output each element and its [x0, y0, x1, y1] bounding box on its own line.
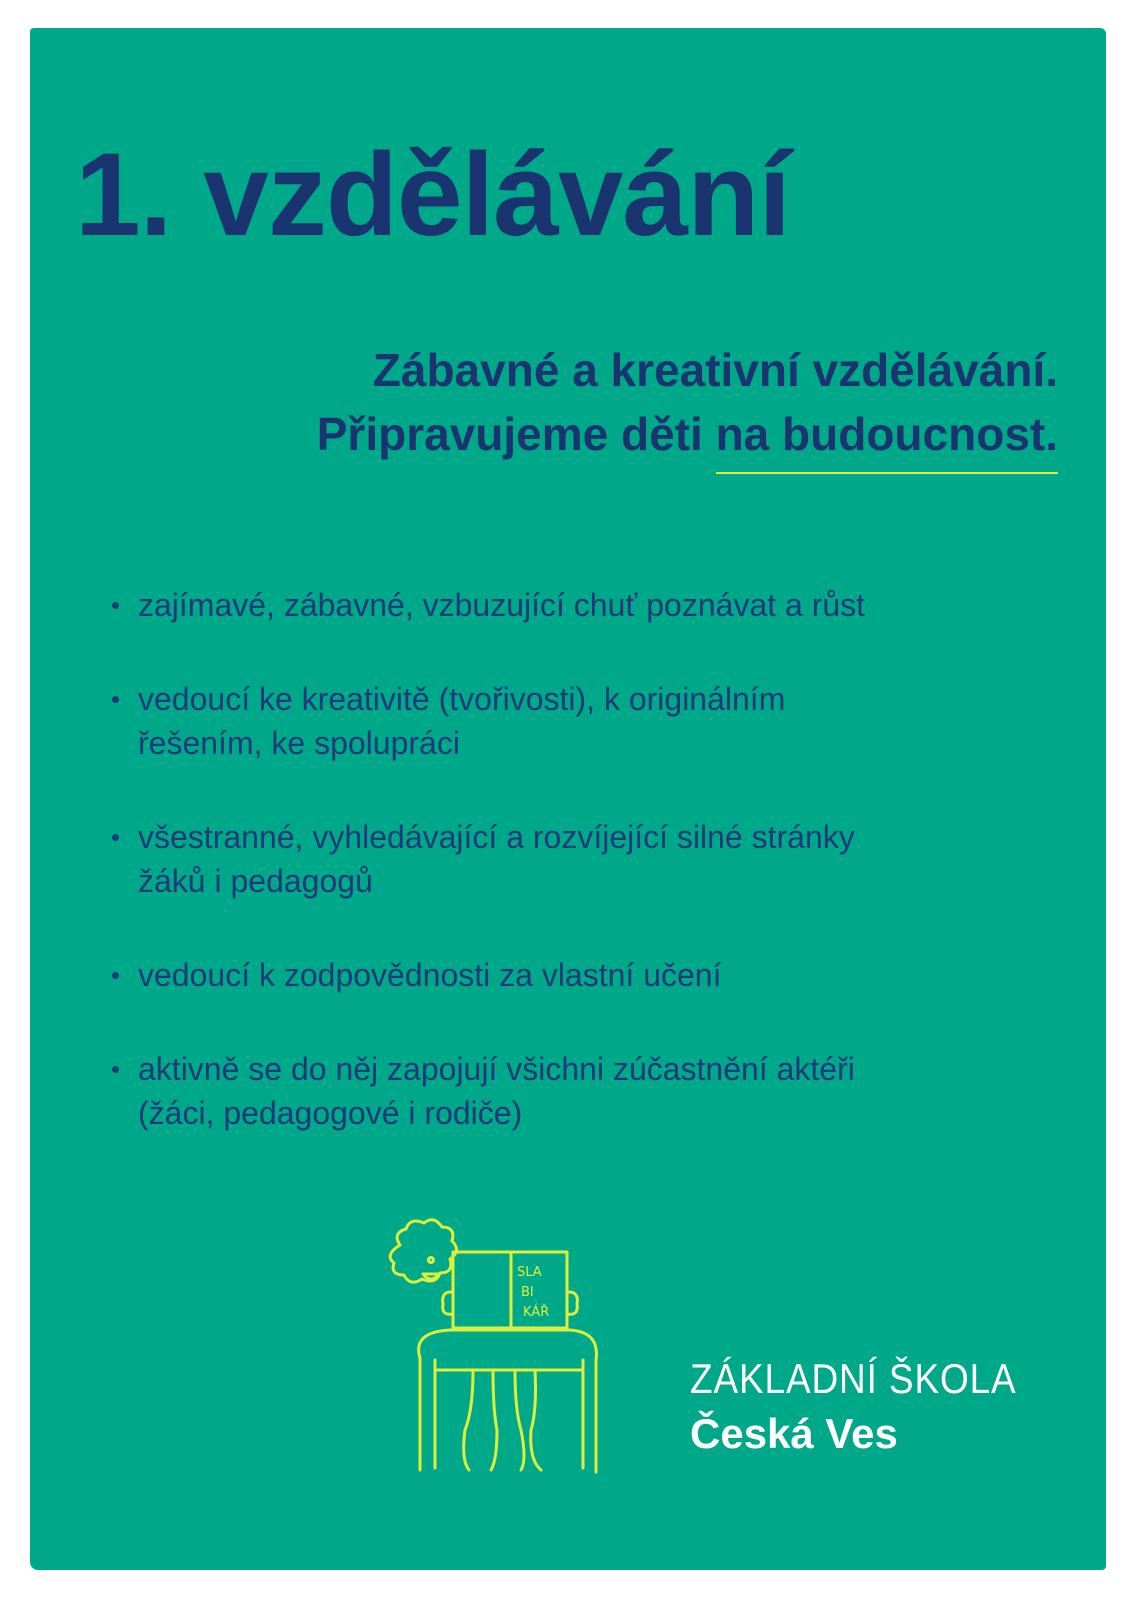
school-logo-line-1: ZÁKLADNÍ ŠKOLA — [690, 1355, 1017, 1402]
list-item — [110, 677, 1070, 765]
book-text-2: BI — [521, 1285, 534, 1300]
list-item-text: aktivně se do něj zapojují všichni zúčastnění aktéři — [138, 1051, 855, 1087]
subtitle-underlined-text: na budoucnost. — [716, 402, 1058, 474]
bullet-list — [110, 583, 1070, 1185]
child-reading-drawing — [355, 1200, 605, 1480]
subtitle-line-2 — [58, 402, 1058, 474]
list-item-text: zajímavé, zábavné, vzbuzující chuť poznávat a růst — [138, 587, 866, 623]
book-text-1: SLA — [517, 1265, 542, 1280]
list-item-text: vedoucí ke kreativitě (tvořivosti), k originálním — [138, 681, 786, 717]
bullet-dot — [112, 834, 119, 841]
page-title: 1. vzdělávání — [75, 129, 791, 261]
list-item-text-continued: žáků i pedagogů — [138, 863, 373, 899]
list-item-text-continued: (žáci, pedagogové i rodiče) — [138, 1095, 523, 1131]
bullet-dot — [112, 1066, 119, 1073]
list-item-text-continued: řešením, ke spolupráci — [138, 725, 460, 761]
list-item — [110, 953, 1070, 997]
subtitle — [58, 338, 1058, 474]
book-text-3: KÁŘ — [523, 1305, 550, 1320]
list-item — [110, 1047, 1070, 1135]
subtitle-line-1: Zábavné a kreativní vzdělávání. — [372, 344, 1058, 396]
list-item-text: všestranné, vyhledávající a rozvíjející silné stránky — [138, 819, 855, 855]
list-item — [110, 583, 1070, 627]
bullet-dot — [112, 602, 119, 609]
bullet-dot — [112, 972, 119, 979]
school-logo-line-2: Česká Ves — [690, 1410, 898, 1457]
bullet-dot — [112, 696, 119, 703]
subtitle-line-2-start: Připravujeme děti — [316, 408, 716, 460]
list-item — [110, 815, 1070, 903]
list-item-text: vedoucí k zodpovědnosti za vlastní učení — [138, 957, 722, 993]
